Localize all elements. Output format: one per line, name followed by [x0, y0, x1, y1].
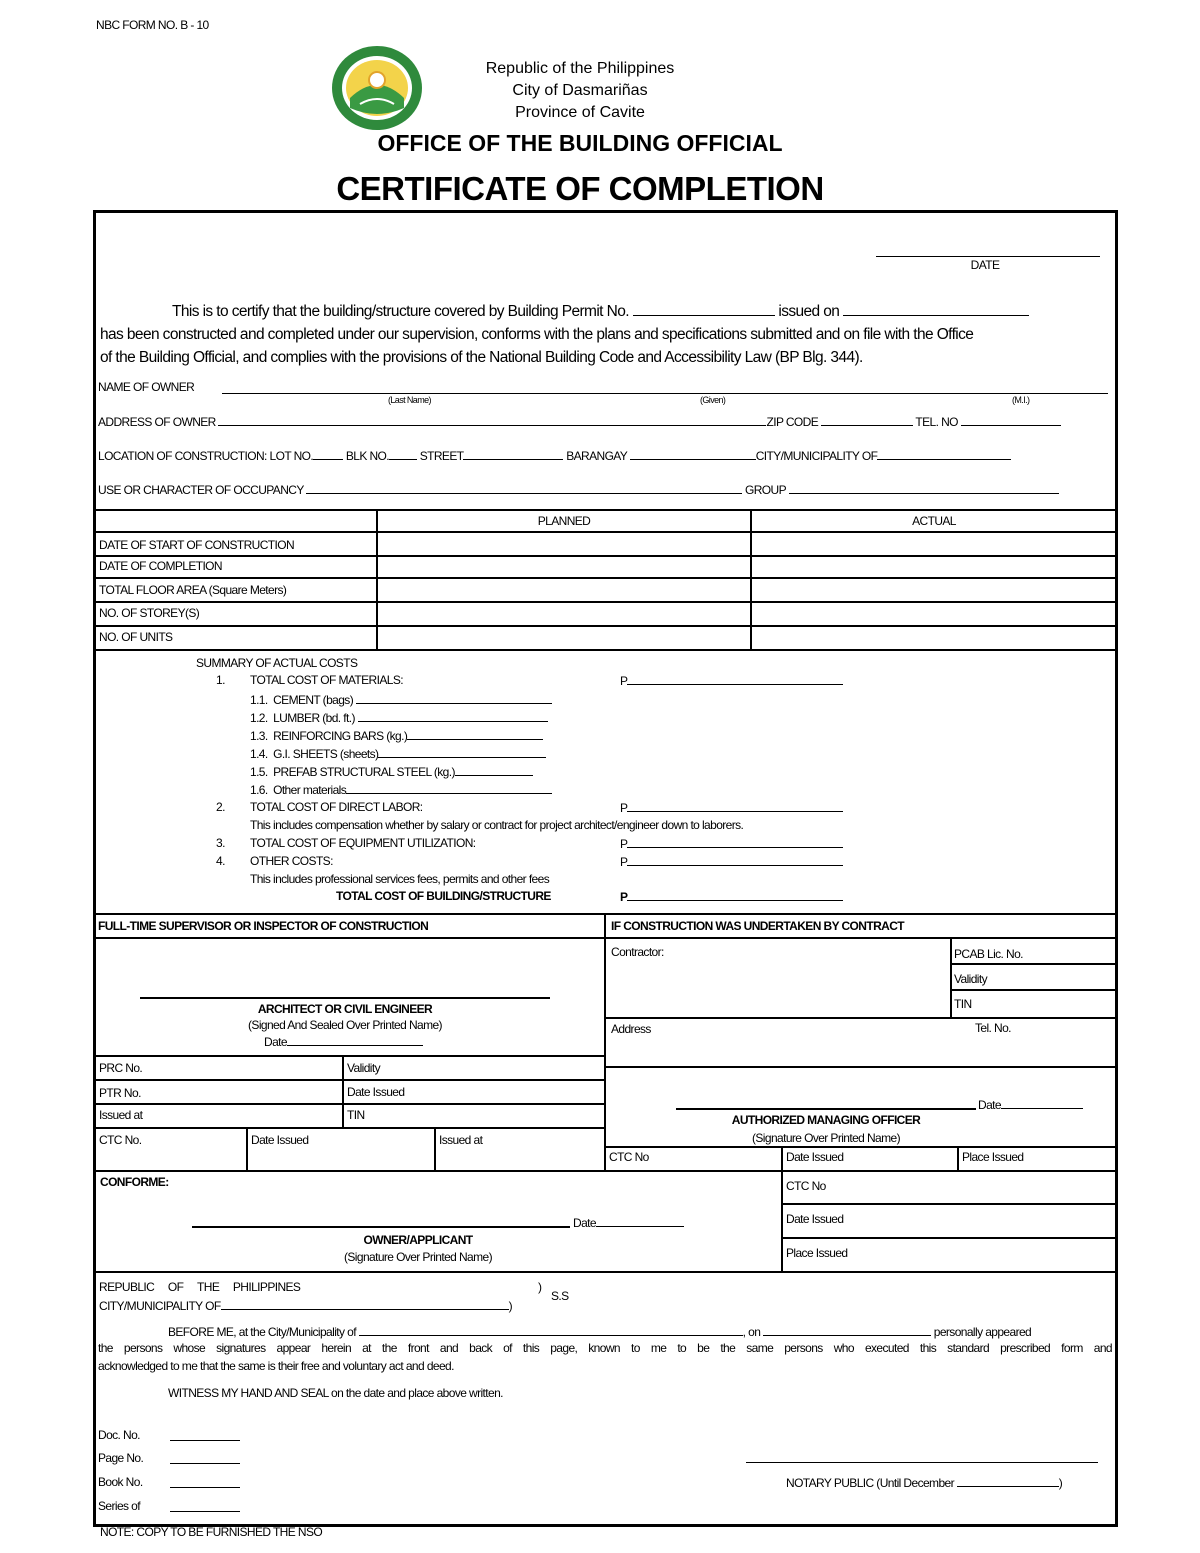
other-amount-field[interactable]: [627, 854, 843, 866]
owner-title: OWNER/APPLICANT: [363, 1233, 473, 1247]
notary-close-paren: ): [1058, 1476, 1063, 1490]
engineer-date-label: Date: [264, 1035, 287, 1049]
engineer-date-field[interactable]: [287, 1034, 423, 1046]
blk-label: BLK NO.: [345, 449, 389, 463]
ss-label: S.S: [551, 1289, 569, 1303]
city-seal-icon: [330, 44, 424, 132]
officer-title: AUTHORIZED MANAGING OFFICER: [731, 1113, 921, 1127]
city-field[interactable]: [877, 448, 1011, 460]
officer-date-label: Date: [978, 1098, 1001, 1112]
ctc-label: CTC No.: [99, 1133, 142, 1147]
blk-field[interactable]: [389, 448, 417, 460]
page-no-field[interactable]: [170, 1463, 240, 1464]
doc-no-label: Doc. No.: [98, 1428, 140, 1442]
peso-sign: P: [620, 801, 628, 815]
peso-sign: P: [620, 837, 628, 851]
header-line1: Republic of the Philippines: [485, 60, 675, 77]
address-row: [98, 414, 1061, 429]
address-field[interactable]: [218, 414, 766, 426]
conforme-label: CONFORME:: [100, 1175, 169, 1189]
validity-label: Validity: [347, 1061, 380, 1075]
on-text: , on: [742, 1325, 761, 1339]
total-amount: [620, 889, 843, 904]
notary-city-field[interactable]: [221, 1298, 509, 1310]
cost-item-labor: TOTAL COST OF DIRECT LABOR:: [250, 800, 423, 814]
sub-label: REINFORCING BARS (kg.): [273, 729, 408, 743]
cost-item-materials: TOTAL COST OF MATERIALS:: [250, 673, 403, 687]
labor-amount-field[interactable]: [627, 800, 843, 812]
cost-num: 2.: [216, 800, 225, 814]
equipment-amount-field[interactable]: [627, 836, 843, 848]
sub-cement: [250, 692, 552, 707]
detail-row-label: DATE OF START OF CONSTRUCTION: [99, 538, 295, 552]
detail-row-label: TOTAL FLOOR AREA (Square Meters): [99, 583, 287, 597]
zip-field[interactable]: [821, 414, 913, 426]
issued-on-field[interactable]: [843, 304, 1029, 316]
other-materials-field[interactable]: [346, 782, 552, 794]
ctc-issued-at-label: Issued at: [439, 1133, 483, 1147]
engineer-subtitle: (Signed And Sealed Over Printed Name): [248, 1018, 442, 1032]
certify-line1: [172, 303, 1029, 321]
actual-header: ACTUAL: [912, 514, 956, 528]
cost-num: 4.: [216, 854, 225, 868]
group-field[interactable]: [789, 482, 1059, 494]
series-label: Series of: [98, 1499, 140, 1513]
use-field[interactable]: [306, 482, 742, 494]
tel-label: TEL. NO: [915, 415, 958, 429]
officer-place-issued-label: Place Issued: [962, 1150, 1024, 1164]
ptr-label: PTR No.: [99, 1086, 141, 1100]
form-number: NBC FORM NO. B - 10: [96, 18, 209, 32]
location-row: [98, 448, 1011, 463]
appeared-text: personally appeared: [933, 1325, 1032, 1339]
lot-field[interactable]: [313, 448, 343, 460]
sub-label: PREFAB STRUCTURAL STEEL (kg.): [273, 765, 455, 779]
cost-num: 1.: [216, 673, 225, 687]
notary-public-line: [786, 1475, 1062, 1490]
officer-date-field[interactable]: [1001, 1097, 1083, 1109]
notary-until-field[interactable]: [957, 1475, 1059, 1487]
series-field[interactable]: [170, 1511, 240, 1512]
sub-num: 1.4.: [250, 747, 268, 761]
last-name-caption: (Last Name): [388, 395, 431, 405]
given-name-caption: (Given): [700, 395, 726, 405]
notary-municipality-field[interactable]: [359, 1324, 743, 1336]
owner-name-field[interactable]: [222, 393, 1108, 394]
street-label: STREET: [419, 449, 464, 463]
materials-amount-field[interactable]: [627, 673, 843, 685]
permit-no-field[interactable]: [633, 304, 775, 316]
prc-label: PRC No.: [99, 1061, 143, 1075]
sub-other: [250, 782, 552, 797]
date-label: DATE: [970, 258, 1000, 272]
contract-validity-label: Validity: [954, 972, 987, 986]
group-label: GROUP: [744, 483, 786, 497]
tin-label: TIN: [347, 1108, 365, 1122]
tel-field[interactable]: [961, 414, 1061, 426]
notary-city: CITY/MUNICIPALITY OF ): [99, 1299, 512, 1313]
before-text: BEFORE ME, at the City/Municipality of: [168, 1325, 356, 1339]
sub-lumber: [250, 710, 548, 725]
conforme-date: [573, 1215, 684, 1230]
sub-prefab: [250, 764, 533, 779]
sub-num: 1.3.: [250, 729, 268, 743]
officer-ctc-label: CTC No: [609, 1150, 649, 1164]
engineer-date: [264, 1034, 423, 1049]
conforme-date-label: Date: [573, 1216, 596, 1230]
zip-label: ZIP CODE: [766, 415, 819, 429]
gi-sheets-field[interactable]: [378, 746, 546, 758]
certify-text-b: issued on: [778, 303, 840, 320]
ptr-date-issued-label: Date Issued: [347, 1085, 405, 1099]
peso-sign: P: [620, 890, 628, 904]
rep-word: REPUBLIC: [99, 1280, 155, 1294]
total-cost-label: TOTAL COST OF BUILDING/STRUCTURE: [336, 889, 551, 903]
doc-no-field[interactable]: [170, 1440, 240, 1441]
conforme-date-field[interactable]: [596, 1215, 684, 1227]
prefab-field[interactable]: [455, 764, 533, 776]
sub-num: 1.6.: [250, 783, 268, 797]
notary-witness: WITNESS MY HAND AND SEAL on the date and place above written.: [168, 1386, 503, 1400]
detail-row-label: NO. OF STOREY(S): [99, 606, 200, 620]
of-word: OF: [167, 1280, 184, 1294]
officer-signature-line[interactable]: [676, 1108, 976, 1110]
cost-num: 3.: [216, 836, 225, 850]
footer-note: NOTE: COPY TO BE FURNISHED THE NSO: [100, 1525, 323, 1539]
notary-line2: the persons whose signatures appear herein at the front and back of this page, known to me to be the same persons who executed this standard prescribed form and: [98, 1341, 1112, 1355]
materials-amount: [620, 673, 843, 688]
conforme-ctc-label: CTC No: [786, 1179, 826, 1193]
barangay-label: BARANGAY: [566, 449, 627, 463]
sub-label: G.I. SHEETS (sheets): [273, 747, 379, 761]
ctc-date-issued-label: Date Issued: [251, 1133, 309, 1147]
mi-caption: (M.I.): [1012, 395, 1030, 405]
planned-header: PLANNED: [537, 514, 591, 528]
notary-signature-line[interactable]: [746, 1462, 1098, 1463]
issued-at-label: Issued at: [99, 1108, 143, 1122]
certify-line2: has been constructed and completed under our supervision, conforms with the plans and specifications submitted and on file with the Office: [100, 326, 974, 343]
owner-subtitle: (Signature Over Printed Name): [344, 1250, 492, 1264]
use-label: USE OR CHARACTER OF OCCUPANCY: [98, 483, 304, 497]
notary-republic: [99, 1280, 300, 1294]
other-amount: [620, 854, 843, 869]
sub-num: 1.1.: [250, 693, 268, 707]
page-no-label: Page No.: [98, 1451, 144, 1465]
pcab-label: PCAB Lic. No.: [954, 947, 1023, 961]
notary-line3: acknowledged to me that the same is their free and voluntary act and deed.: [98, 1359, 454, 1373]
labor-note: This includes compensation whether by salary or contract for project architect/engineer down to laborers.: [250, 818, 744, 832]
document-title: CERTIFICATE OF COMPLETION: [336, 170, 824, 207]
notary-before-line: [168, 1324, 1031, 1339]
owner-signature-line[interactable]: [192, 1226, 570, 1228]
location-label: LOCATION OF CONSTRUCTION: LOT NO.: [98, 449, 314, 463]
peso-sign: P: [620, 674, 628, 688]
header-line3: Province of Cavite: [515, 104, 645, 121]
sub-label: Other materials: [273, 783, 347, 797]
address-label: ADDRESS OF OWNER: [98, 415, 216, 429]
officer-subtitle: (Signature Over Printed Name): [752, 1131, 900, 1145]
city-label: CITY/MUNICIPALITY OF: [755, 449, 878, 463]
contract-tel-label: Tel. No.: [975, 1021, 1011, 1035]
occupancy-row: [98, 482, 1059, 497]
total-amount-field[interactable]: [627, 889, 843, 901]
conforme-place-issued-label: Place Issued: [786, 1246, 848, 1260]
street-field[interactable]: [463, 448, 563, 460]
lumber-field[interactable]: [358, 710, 548, 722]
header-line2: City of Dasmariñas: [512, 82, 648, 99]
peso-sign: P: [620, 855, 628, 869]
cost-summary-title: SUMMARY OF ACTUAL COSTS: [196, 656, 358, 670]
cost-item-other: OTHER COSTS:: [250, 854, 333, 868]
cement-field[interactable]: [356, 692, 552, 704]
equipment-amount: [620, 836, 843, 851]
cost-item-equipment: TOTAL COST OF EQUIPMENT UTILIZATION:: [250, 836, 476, 850]
book-no-field[interactable]: [170, 1487, 240, 1488]
conforme-date-issued-label: Date Issued: [786, 1212, 844, 1226]
notary-public-label: NOTARY PUBLIC (Until December: [786, 1476, 954, 1490]
detail-row-label: DATE OF COMPLETION: [99, 559, 222, 573]
paren-top: ): [538, 1280, 542, 1294]
ph-word: PHILIPPINES: [232, 1280, 301, 1294]
sub-rebars: [250, 728, 543, 743]
contract-address-label: Address: [611, 1022, 651, 1036]
contract-tin-label: TIN: [954, 997, 972, 1011]
sub-num: 1.2.: [250, 711, 268, 725]
engineer-title: ARCHITECT OR CIVIL ENGINEER: [257, 1002, 433, 1016]
other-note: This includes professional services fees, permits and other fees: [250, 872, 550, 886]
supervisor-heading: FULL-TIME SUPERVISOR OR INSPECTOR OF CONSTRUCTION: [98, 919, 429, 933]
rebars-field[interactable]: [407, 728, 543, 740]
sub-num: 1.5.: [250, 765, 268, 779]
contractor-label: Contractor:: [611, 945, 664, 959]
barangay-field[interactable]: [630, 448, 756, 460]
labor-amount: [620, 800, 843, 815]
notary-on-date-field[interactable]: [763, 1324, 931, 1336]
detail-row-label: NO. OF UNITS: [99, 630, 173, 644]
contract-heading: IF CONSTRUCTION WAS UNDERTAKEN BY CONTRACT: [611, 919, 905, 933]
engineer-signature-line[interactable]: [140, 997, 550, 999]
officer-date-issued-label: Date Issued: [786, 1150, 844, 1164]
office-title: OFFICE OF THE BUILDING OFFICIAL: [377, 130, 783, 156]
sub-label: CEMENT (bags): [273, 693, 354, 707]
sub-label: LUMBER (bd. ft.): [273, 711, 355, 725]
notary-city-label: CITY/MUNICIPALITY OF: [99, 1299, 221, 1313]
book-no-label: Book No.: [98, 1475, 143, 1489]
owner-name-label: NAME OF OWNER: [98, 380, 195, 394]
officer-date: [978, 1097, 1083, 1112]
certify-text-a: This is to certify that the building/structure covered by Building Permit No.: [172, 303, 629, 320]
certify-line3: of the Building Official, and complies with the provisions of the National Building Code and Accessibility Law (BP Blg. 344).: [100, 349, 863, 366]
the-word: THE: [197, 1280, 220, 1294]
sub-gi-sheets: [250, 746, 546, 761]
